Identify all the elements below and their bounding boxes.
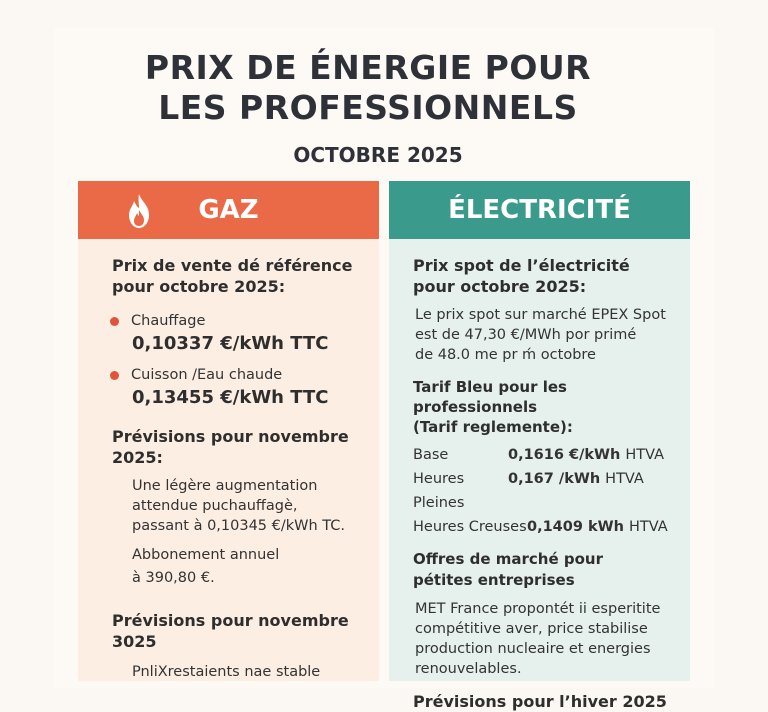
tarif-title-1: Tarif Bleu pour les professionnels [413, 378, 567, 416]
tarif-title [413, 377, 690, 437]
spot-text-3: de 48.0 me pr ḿ octobre [415, 347, 596, 363]
gaz-prev2-text: PnliXrestaients nae stable [132, 664, 321, 680]
table-row [413, 515, 690, 539]
electricite-body [389, 255, 690, 712]
offres-text-3: production nucleaire et energies [415, 641, 651, 657]
offres-title-2: pétites entreprises [413, 571, 575, 589]
rate-suffix: HTVA [625, 447, 665, 463]
offres-title [413, 549, 690, 591]
gaz-header [78, 181, 379, 239]
gaz-prev2-title-1: Prévisions pour novembre [112, 611, 349, 630]
table-row [413, 467, 690, 515]
gaz-item1-label: Chauffage [131, 313, 206, 329]
gaz-ref-title [112, 255, 379, 297]
page-title [0, 48, 736, 128]
tarif-title-2: (Tarif reglemente): [413, 418, 573, 436]
bullet-dot-icon [110, 317, 119, 326]
rate-label: Heures Creuses [413, 519, 527, 535]
spot-title-1: Prix spot de l’électricité [413, 256, 630, 275]
gaz-item2-price: 0,13455 €/kWh TTC [132, 387, 329, 408]
offres-text-4: renouvelables. [415, 661, 522, 677]
gaz-prev2-title [112, 610, 379, 652]
offres-text-2: compétitive aver, price stabilise [415, 621, 648, 637]
electricite-header [389, 181, 690, 239]
rate-label: Heures Pleines [413, 471, 465, 511]
offres-text [415, 599, 690, 679]
gaz-ref-title-2: pour octobre 2025: [112, 277, 286, 296]
gaz-item2-label: Cuisson /Eau chaude [131, 367, 283, 383]
rate-suffix: HTVA [605, 471, 644, 487]
offres-title-1: Offres de marché pour [413, 550, 603, 568]
spot-text-1: Le prix spot sur marché EPEX Spot [415, 307, 666, 323]
list-item [112, 365, 379, 385]
spot-text [415, 305, 690, 365]
spot-text-2: est de 47,30 €/MWh por primé [415, 327, 637, 343]
gaz-prev2-title-2: 3025 [112, 632, 157, 651]
gaz-body [78, 255, 379, 682]
spot-title [413, 255, 690, 297]
rate-value: 0,167 /kWh [508, 471, 601, 487]
gaz-prev-title-1: Prévisions pour novembre [112, 427, 349, 446]
gaz-heading: GAZ [198, 195, 259, 225]
gaz-prev-text [132, 476, 379, 536]
gaz-item1-price: 0,10337 €/kWh TTC [132, 333, 329, 354]
gaz-abo-text-2: à 390,80 €. [132, 570, 215, 586]
electricite-heading: ÉLECTRICITÉ [448, 195, 631, 225]
offres-text-1: MET France propontét ii esperitite [415, 601, 661, 617]
gaz-abo-text-1: Abbonement annuel [132, 547, 280, 563]
page-subtitle: OCTOBRE 2025 [293, 143, 463, 167]
gaz-prev-title [112, 426, 379, 468]
electricite-column [389, 181, 690, 711]
hiver-title: Prévisions pour l’hiver 2025 [413, 692, 667, 711]
gaz-column [78, 181, 379, 681]
title-line-2: LES PROFESSIONNELS [158, 88, 578, 127]
rate-suffix: HTVA [628, 519, 668, 535]
rate-value: 0,1616 €/kWh [508, 447, 621, 463]
gaz-prev-text-3: passant à 0,10345 €/kWh TC. [132, 518, 346, 534]
rate-label: Base [413, 447, 449, 463]
gaz-prev-title-2: 2025: [112, 448, 163, 467]
gaz-ref-title-1: Prix de vente dé référence [112, 256, 353, 275]
table-row [413, 443, 690, 467]
gaz-prev-text-2: attendue puchauffagè, [132, 498, 298, 514]
list-item [112, 311, 379, 331]
bullet-dot-icon [110, 371, 119, 380]
gaz-prev-text-1: Une légère augmentation [132, 478, 318, 494]
flame-icon [124, 193, 154, 229]
tarif-rates [413, 443, 690, 539]
title-line-1: PRIX DE ÉNERGIE POUR [144, 48, 592, 87]
spot-title-2: pour octobre 2025: [413, 277, 587, 296]
rate-value: 0,1409 kWh [527, 519, 624, 535]
gaz-abo-text [132, 544, 379, 590]
